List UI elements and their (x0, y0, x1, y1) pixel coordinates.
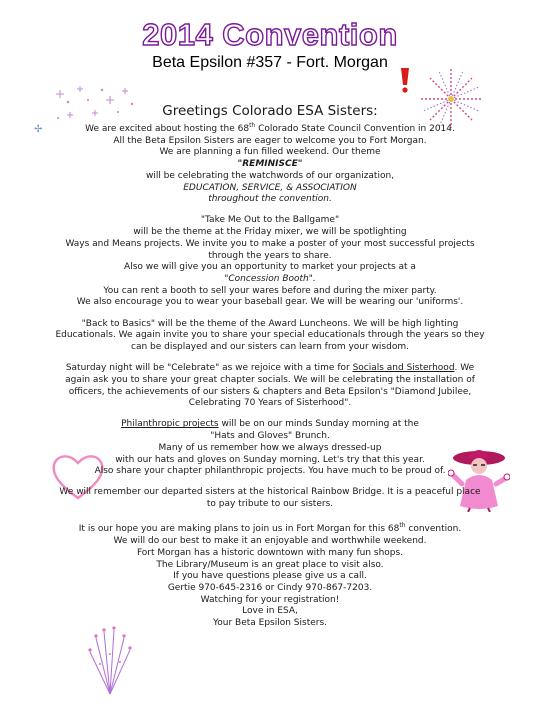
philanthropic-link: Philanthropic projects (121, 419, 219, 430)
letter-body (20, 104, 520, 630)
closing-line: It is our hope you are making plans to join us in Fort Morgan for this 68th convention. (78, 522, 462, 535)
greeting: Greetings Colorado ESA Sisters: (162, 103, 378, 119)
document-subtitle: Beta Epsilon #357 - Fort. Morgan (152, 54, 388, 71)
sunday-line: Many of us remember how we always dressed-up (158, 442, 382, 453)
friday-line: You can rent a booth to sell your wares before and during the mixer party. (103, 285, 437, 296)
closing-line: We will do our best to make it an enjoyable and worthwhile weekend. (113, 536, 427, 547)
saturday-line: Celebrating 70 Years of Sisterhood". (188, 398, 352, 409)
saturday-line: Saturday night will be "Celebrate" as we rejoice with a time for Socials and Sisterhood. We (65, 363, 475, 374)
remember-line: We will remember our departed sisters at the historical Rainbow Bridge. It is a peaceful place (59, 487, 481, 498)
sign-off: Love in ESA, (242, 606, 298, 617)
saturday-line: officers, the achievements of our sisters & chapters and Beta Epsilon's "Diamond Jubilee, (68, 386, 472, 397)
closing-line: Fort Morgan has a historic downtown with many fun shops. (136, 547, 404, 558)
watchwords: EDUCATION, SERVICE, & ASSOCIATION (183, 182, 357, 193)
intro-line: will be celebrating the watchwords of our organization, (145, 170, 395, 181)
document-title: 2014 Convention (142, 17, 398, 52)
sunday-line: with our hats and gloves on Sunday morning. Let's try that this year. (115, 454, 425, 465)
friday-line: will be the theme at the Friday mixer, we will be spotlighting (133, 227, 407, 238)
signature: Your Beta Epsilon Sisters. (212, 618, 328, 629)
intro-line: We are planning a fun filled weekend. Our theme (159, 147, 381, 158)
closing-line: If you have questions please give us a call. (173, 571, 367, 582)
closing-line: Watching for your registration! (200, 594, 340, 605)
friday-theme: "Take Me Out to the Ballgame" (200, 215, 340, 226)
friday-line: Also we will give you an opportunity to market your projects at a (124, 262, 416, 273)
exclamation-icon (397, 66, 413, 94)
sunday-paragraph (20, 419, 520, 478)
basics-line: Educationals. We again invite you to share your special educationals through the years so they (55, 330, 485, 341)
friday-line: through the years to share. (208, 250, 332, 261)
party-popper-icon (86, 624, 134, 696)
intro-line: All the Beta Epsilon Sisters are eager to welcome you to Fort Morgan. (113, 135, 427, 146)
saturday-line: again ask you to share your great chapter socials. We will be celebrating the installation of (65, 374, 475, 385)
contact-phones: Gertie 970-645-2316 or Cindy 970-867-7203. (167, 582, 373, 593)
socials-link: Socials and Sisterhood (352, 363, 455, 374)
sunday-line: Also share your chapter philanthropic projects. You have much to be proud of. (94, 466, 446, 477)
closing-paragraph (20, 520, 520, 629)
remember-paragraph (20, 487, 520, 510)
basics-line: "Back to Basics" will be the theme of the Award Luncheons. We will be high lighting (81, 318, 459, 329)
friday-line: Ways and Means projects. We invite you to make a poster of your most successful projects (65, 238, 475, 249)
friday-line: We also encourage you to wear your baseball gear. We will be wearing our 'uniforms'. (76, 297, 464, 308)
saturday-paragraph (20, 363, 520, 410)
intro-line: throughout the convention. (208, 194, 332, 205)
intro-line: We are excited about hosting the 68th Colorado State Council Convention in 2014. (85, 122, 455, 134)
closing-line: The Library/Museum is an great place to visit also. (156, 559, 384, 570)
remember-line: to pay tribute to our sisters. (206, 499, 334, 510)
basics-paragraph (20, 319, 520, 354)
intro-paragraph (20, 120, 520, 206)
sunday-theme: "Hats and Gloves" Brunch. (210, 431, 330, 442)
friday-paragraph (20, 215, 520, 309)
concession-booth: "Concession Booth". (224, 273, 316, 284)
theme-name: "REMINISCE" (237, 159, 303, 170)
sunday-line: Philanthropic projects will be on our minds Sunday morning at the (121, 419, 419, 430)
small-star-icon: ✢ (34, 124, 43, 135)
basics-line: can be displayed and our sisters can learn from your wisdom. (131, 341, 409, 352)
